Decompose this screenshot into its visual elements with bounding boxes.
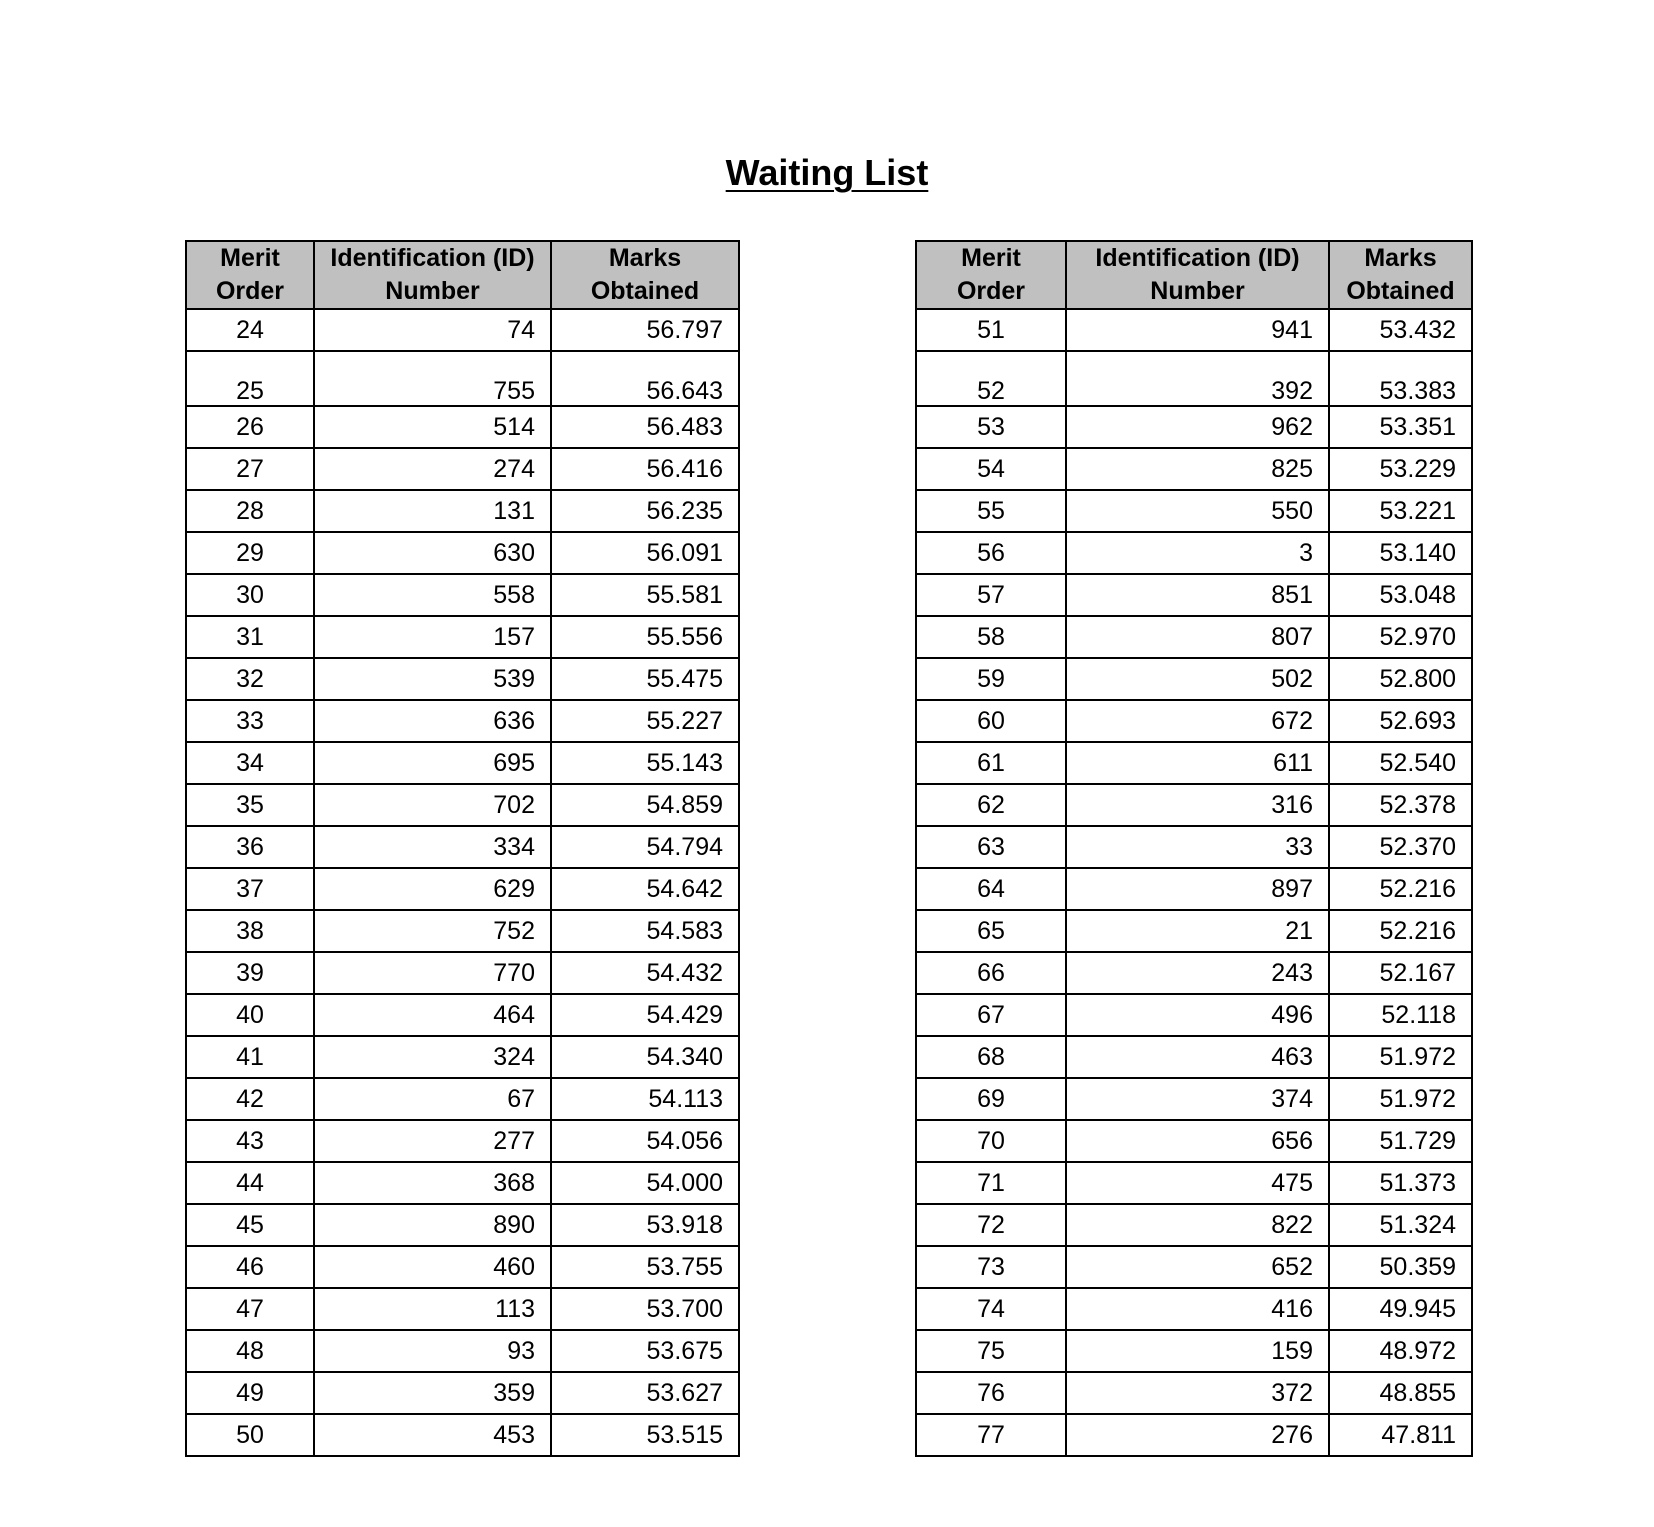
id-number-cell: 752 (314, 910, 551, 952)
id-number-cell: 359 (314, 1372, 551, 1414)
merit-order-cell: 65 (916, 910, 1066, 952)
table-row (186, 742, 739, 784)
id-number-cell: 890 (314, 1204, 551, 1246)
marks-obtained-cell: 48.972 (1329, 1330, 1472, 1372)
merit-order-cell: 77 (916, 1414, 1066, 1456)
merit-order-cell: 70 (916, 1120, 1066, 1162)
marks-obtained-cell: 52.800 (1329, 658, 1472, 700)
merit-order-cell: 55 (916, 490, 1066, 532)
merit-order-cell: 63 (916, 826, 1066, 868)
marks-obtained-cell: 56.235 (551, 490, 739, 532)
table-row (186, 784, 739, 826)
marks-obtained-cell: 51.729 (1329, 1120, 1472, 1162)
marks-obtained-cell: 53.755 (551, 1246, 739, 1288)
merit-order-cell: 72 (916, 1204, 1066, 1246)
table-row (916, 742, 1472, 784)
table-row (916, 574, 1472, 616)
marks-obtained-cell: 52.378 (1329, 784, 1472, 826)
id-number-cell: 416 (1066, 1288, 1329, 1330)
merit-order-cell: 46 (186, 1246, 314, 1288)
table-row (916, 1078, 1472, 1120)
table-row (916, 826, 1472, 868)
marks-obtained-cell: 53.515 (551, 1414, 739, 1456)
marks-obtained-cell: 56.483 (551, 406, 739, 448)
marks-obtained-cell: 51.972 (1329, 1036, 1472, 1078)
id-number-cell: 630 (314, 532, 551, 574)
table-row (916, 1288, 1472, 1330)
merit-order-cell: 41 (186, 1036, 314, 1078)
id-number-cell: 851 (1066, 574, 1329, 616)
id-number-cell: 962 (1066, 406, 1329, 448)
table-row (916, 700, 1472, 742)
id-number-cell: 93 (314, 1330, 551, 1372)
marks-obtained-cell: 54.432 (551, 952, 739, 994)
id-number-cell: 656 (1066, 1120, 1329, 1162)
merit-order-cell: 71 (916, 1162, 1066, 1204)
id-number-cell: 652 (1066, 1246, 1329, 1288)
marks-obtained-cell: 53.048 (1329, 574, 1472, 616)
merit-order-cell: 73 (916, 1246, 1066, 1288)
merit-order-cell: 34 (186, 742, 314, 784)
marks-obtained-cell: 55.556 (551, 616, 739, 658)
marks-obtained-cell: 53.432 (1329, 309, 1472, 351)
table-row (186, 952, 739, 994)
id-number-header: Identification (ID) Number (1066, 241, 1329, 309)
table-row (186, 658, 739, 700)
merit-order-cell: 38 (186, 910, 314, 952)
marks-obtained-cell: 53.351 (1329, 406, 1472, 448)
merit-order-cell: 43 (186, 1120, 314, 1162)
id-number-cell: 372 (1066, 1372, 1329, 1414)
page-title: Waiting List (725, 152, 929, 193)
id-number-cell: 897 (1066, 868, 1329, 910)
marks-obtained-cell: 51.972 (1329, 1078, 1472, 1120)
id-number-cell: 3 (1066, 532, 1329, 574)
marks-obtained-cell: 52.540 (1329, 742, 1472, 784)
merit-order-cell: 26 (186, 406, 314, 448)
header-row (186, 241, 739, 309)
marks-obtained-cell: 50.359 (1329, 1246, 1472, 1288)
merit-order-cell: 29 (186, 532, 314, 574)
merit-order-cell: 30 (186, 574, 314, 616)
merit-order-cell: 64 (916, 868, 1066, 910)
table-row (916, 1036, 1472, 1078)
table-row (186, 406, 739, 448)
marks-obtained-cell: 54.429 (551, 994, 739, 1036)
marks-obtained-cell: 52.370 (1329, 826, 1472, 868)
table-row (186, 1078, 739, 1120)
id-number-cell: 558 (314, 574, 551, 616)
table-row (916, 1330, 1472, 1372)
table-row (186, 994, 739, 1036)
marks-obtained-cell: 55.475 (551, 658, 739, 700)
merit-order-cell: 44 (186, 1162, 314, 1204)
marks-obtained-cell: 53.229 (1329, 448, 1472, 490)
merit-order-cell: 56 (916, 532, 1066, 574)
marks-obtained-cell: 52.693 (1329, 700, 1472, 742)
marks-obtained-cell: 56.643 (551, 351, 739, 406)
table-row (916, 490, 1472, 532)
merit-order-cell: 35 (186, 784, 314, 826)
merit-order-cell: 47 (186, 1288, 314, 1330)
id-number-cell: 695 (314, 742, 551, 784)
id-number-cell: 374 (1066, 1078, 1329, 1120)
merit-order-cell: 27 (186, 448, 314, 490)
id-number-cell: 825 (1066, 448, 1329, 490)
marks-obtained-cell: 53.221 (1329, 490, 1472, 532)
merit-order-cell: 57 (916, 574, 1066, 616)
table-row (186, 532, 739, 574)
table-row (186, 309, 739, 351)
marks-obtained-cell: 52.167 (1329, 952, 1472, 994)
marks-obtained-cell: 54.340 (551, 1036, 739, 1078)
table-row (186, 1204, 739, 1246)
id-number-cell: 463 (1066, 1036, 1329, 1078)
id-number-cell: 629 (314, 868, 551, 910)
table-row (916, 952, 1472, 994)
merit-order-cell: 37 (186, 868, 314, 910)
waiting-list-table-right (915, 240, 1473, 1457)
table-row (186, 1288, 739, 1330)
merit-order-cell: 69 (916, 1078, 1066, 1120)
waiting-list-table-left (185, 240, 740, 1457)
table-row (186, 1246, 739, 1288)
merit-order-cell: 76 (916, 1372, 1066, 1414)
marks-obtained-cell: 53.918 (551, 1204, 739, 1246)
merit-order-cell: 75 (916, 1330, 1066, 1372)
table-row (916, 616, 1472, 658)
id-number-cell: 702 (314, 784, 551, 826)
table-row (916, 448, 1472, 490)
table-row (186, 1162, 739, 1204)
merit-order-cell: 50 (186, 1414, 314, 1456)
merit-order-cell: 66 (916, 952, 1066, 994)
table-row (916, 309, 1472, 351)
id-number-cell: 276 (1066, 1414, 1329, 1456)
merit-order-cell: 28 (186, 490, 314, 532)
merit-order-cell: 24 (186, 309, 314, 351)
merit-order-cell: 32 (186, 658, 314, 700)
table-row (186, 1372, 739, 1414)
marks-obtained-cell: 53.675 (551, 1330, 739, 1372)
merit-order-cell: 39 (186, 952, 314, 994)
id-number-cell: 157 (314, 616, 551, 658)
id-number-cell: 460 (314, 1246, 551, 1288)
table-body (916, 309, 1472, 1456)
id-number-cell: 539 (314, 658, 551, 700)
marks-obtained-cell: 54.056 (551, 1120, 739, 1162)
marks-obtained-cell: 56.091 (551, 532, 739, 574)
marks-obtained-cell: 52.216 (1329, 910, 1472, 952)
marks-obtained-cell: 53.140 (1329, 532, 1472, 574)
table-row (916, 868, 1472, 910)
merit-order-cell: 59 (916, 658, 1066, 700)
id-number-cell: 636 (314, 700, 551, 742)
table-row (186, 1414, 739, 1456)
marks-obtained-cell: 54.113 (551, 1078, 739, 1120)
table-row (916, 1372, 1472, 1414)
marks-obtained-header: Marks Obtained (1329, 241, 1472, 309)
marks-obtained-cell: 54.859 (551, 784, 739, 826)
marks-obtained-cell: 51.324 (1329, 1204, 1472, 1246)
id-number-cell: 67 (314, 1078, 551, 1120)
table-row (186, 490, 739, 532)
table-row (916, 784, 1472, 826)
id-number-cell: 672 (1066, 700, 1329, 742)
merit-order-cell: 40 (186, 994, 314, 1036)
marks-obtained-cell: 47.811 (1329, 1414, 1472, 1456)
table-row (916, 351, 1472, 406)
marks-obtained-cell: 55.143 (551, 742, 739, 784)
merit-order-cell: 31 (186, 616, 314, 658)
id-number-cell: 243 (1066, 952, 1329, 994)
id-number-cell: 611 (1066, 742, 1329, 784)
merit-order-cell: 42 (186, 1078, 314, 1120)
id-number-cell: 475 (1066, 1162, 1329, 1204)
id-number-cell: 74 (314, 309, 551, 351)
id-number-cell: 277 (314, 1120, 551, 1162)
merit-order-cell: 51 (916, 309, 1066, 351)
table-row (916, 658, 1472, 700)
id-number-cell: 274 (314, 448, 551, 490)
marks-obtained-cell: 53.383 (1329, 351, 1472, 406)
merit-order-cell: 33 (186, 700, 314, 742)
marks-obtained-cell: 56.797 (551, 309, 739, 351)
table-row (916, 532, 1472, 574)
table-row (186, 1330, 739, 1372)
table-row (186, 1036, 739, 1078)
merit-order-cell: 67 (916, 994, 1066, 1036)
marks-obtained-cell: 53.627 (551, 1372, 739, 1414)
table-row (186, 1120, 739, 1162)
id-number-cell: 770 (314, 952, 551, 994)
id-number-cell: 392 (1066, 351, 1329, 406)
id-number-cell: 496 (1066, 994, 1329, 1036)
merit-order-cell: 36 (186, 826, 314, 868)
id-number-cell: 334 (314, 826, 551, 868)
merit-order-cell: 61 (916, 742, 1066, 784)
id-number-cell: 514 (314, 406, 551, 448)
id-number-cell: 131 (314, 490, 551, 532)
marks-obtained-cell: 56.416 (551, 448, 739, 490)
table-body (186, 309, 739, 1456)
header-row (916, 241, 1472, 309)
id-number-cell: 33 (1066, 826, 1329, 868)
id-number-cell: 368 (314, 1162, 551, 1204)
table-row (916, 1204, 1472, 1246)
merit-order-cell: 74 (916, 1288, 1066, 1330)
merit-order-cell: 68 (916, 1036, 1066, 1078)
id-number-cell: 941 (1066, 309, 1329, 351)
table-row (916, 1246, 1472, 1288)
id-number-cell: 21 (1066, 910, 1329, 952)
id-number-cell: 807 (1066, 616, 1329, 658)
id-number-cell: 324 (314, 1036, 551, 1078)
merit-order-cell: 49 (186, 1372, 314, 1414)
marks-obtained-cell: 54.000 (551, 1162, 739, 1204)
id-number-cell: 316 (1066, 784, 1329, 826)
merit-order-cell: 54 (916, 448, 1066, 490)
marks-obtained-cell: 55.227 (551, 700, 739, 742)
merit-order-cell: 52 (916, 351, 1066, 406)
id-number-cell: 453 (314, 1414, 551, 1456)
marks-obtained-cell: 54.642 (551, 868, 739, 910)
merit-order-cell: 58 (916, 616, 1066, 658)
merit-order-cell: 25 (186, 351, 314, 406)
id-number-cell: 159 (1066, 1330, 1329, 1372)
table-row (916, 994, 1472, 1036)
marks-obtained-cell: 53.700 (551, 1288, 739, 1330)
table-row (916, 406, 1472, 448)
table-row (916, 1162, 1472, 1204)
marks-obtained-cell: 52.216 (1329, 868, 1472, 910)
table-row (186, 700, 739, 742)
table-row (186, 574, 739, 616)
merit-order-header: Merit Order (916, 241, 1066, 309)
id-number-cell: 550 (1066, 490, 1329, 532)
id-number-header: Identification (ID) Number (314, 241, 551, 309)
id-number-cell: 755 (314, 351, 551, 406)
id-number-cell: 464 (314, 994, 551, 1036)
table-row (916, 910, 1472, 952)
merit-order-cell: 53 (916, 406, 1066, 448)
merit-order-cell: 45 (186, 1204, 314, 1246)
table-row (186, 826, 739, 868)
table-row (186, 868, 739, 910)
table-row (186, 616, 739, 658)
table-row (916, 1120, 1472, 1162)
marks-obtained-cell: 49.945 (1329, 1288, 1472, 1330)
merit-order-cell: 48 (186, 1330, 314, 1372)
merit-order-cell: 60 (916, 700, 1066, 742)
table-row (186, 351, 739, 406)
marks-obtained-cell: 51.373 (1329, 1162, 1472, 1204)
table-row (916, 1414, 1472, 1456)
merit-order-cell: 62 (916, 784, 1066, 826)
marks-obtained-cell: 52.970 (1329, 616, 1472, 658)
marks-obtained-cell: 48.855 (1329, 1372, 1472, 1414)
merit-order-header: Merit Order (186, 241, 314, 309)
marks-obtained-cell: 55.581 (551, 574, 739, 616)
id-number-cell: 502 (1066, 658, 1329, 700)
table-row (186, 448, 739, 490)
id-number-cell: 822 (1066, 1204, 1329, 1246)
marks-obtained-header: Marks Obtained (551, 241, 739, 309)
id-number-cell: 113 (314, 1288, 551, 1330)
marks-obtained-cell: 54.583 (551, 910, 739, 952)
marks-obtained-cell: 52.118 (1329, 994, 1472, 1036)
table-row (186, 910, 739, 952)
marks-obtained-cell: 54.794 (551, 826, 739, 868)
